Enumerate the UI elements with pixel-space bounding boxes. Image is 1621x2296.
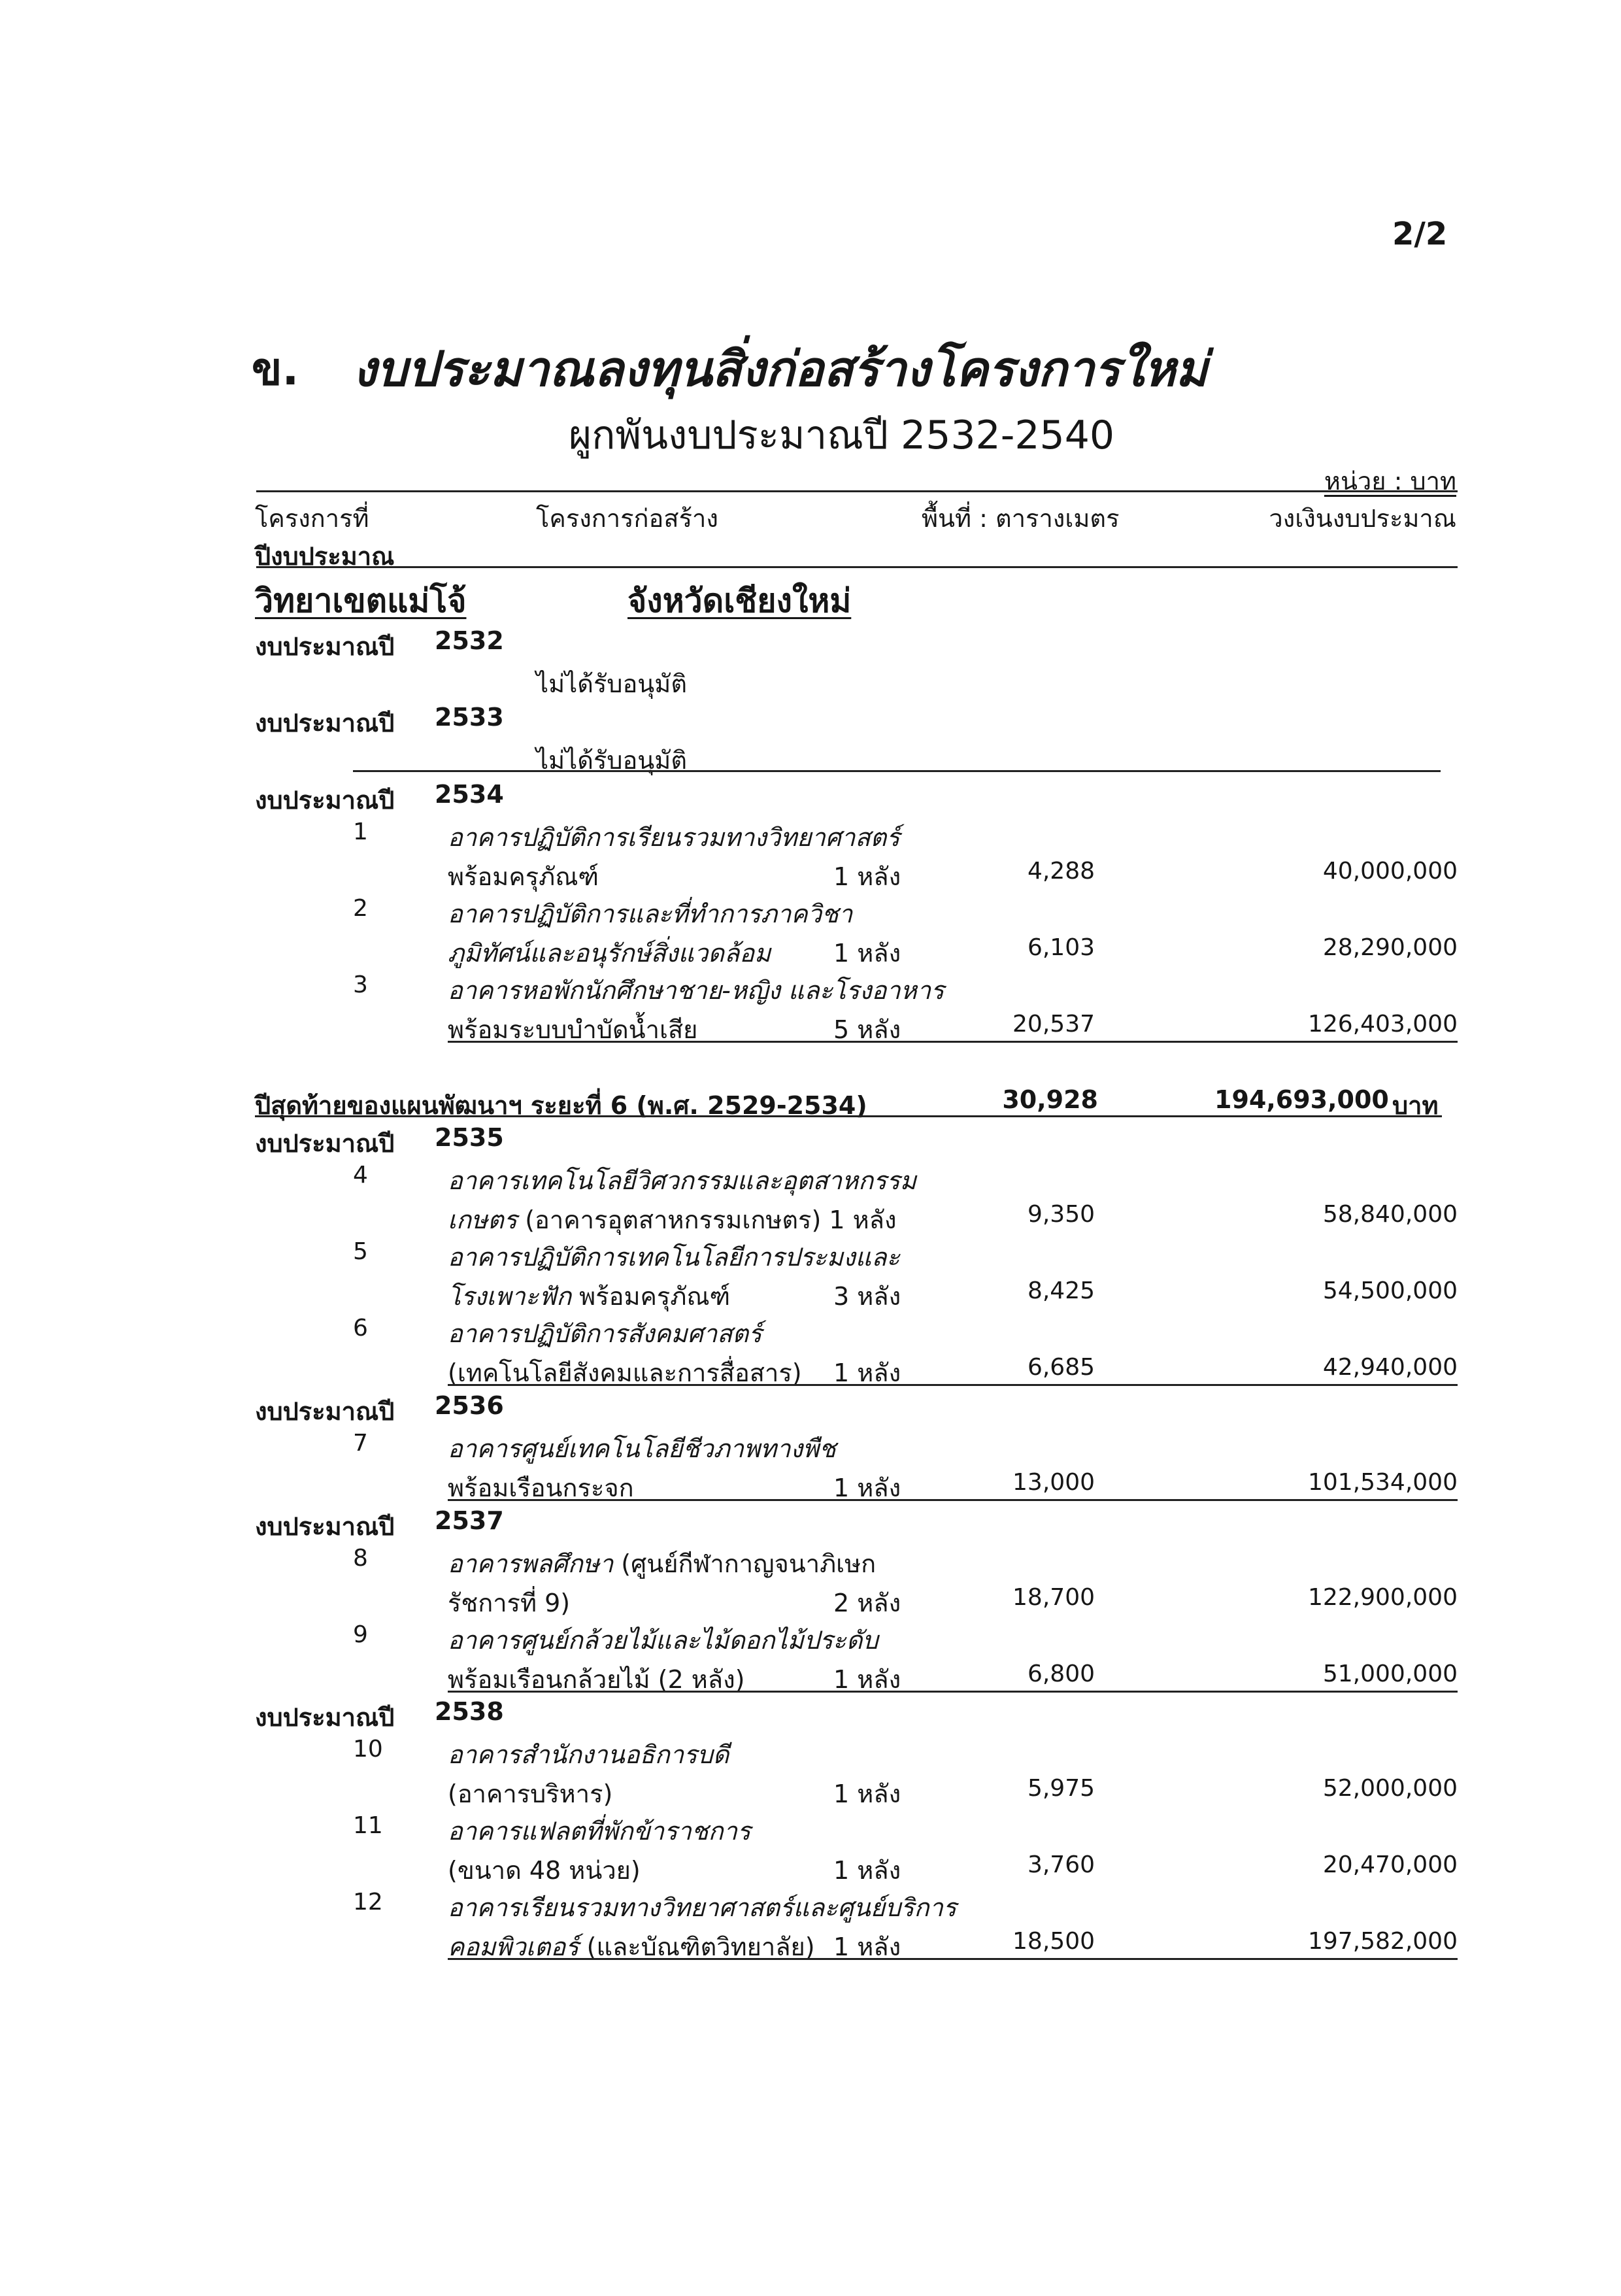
item-budget: 126,403,000 — [1307, 1011, 1458, 1038]
item-name-line2-part2: พร้อมครุภัณฑ์ — [571, 1282, 731, 1311]
item-number: 12 — [353, 1889, 383, 1916]
item-quantity: 1 หลัง — [833, 862, 901, 891]
fiscal-year-label: งบประมาณปี — [255, 709, 395, 737]
item-quantity: 1 หลัง — [833, 1665, 901, 1694]
item-name-line2 — [448, 1927, 815, 1967]
item-name-line1: อาคารเทคโนโลยีวิศวกรรมและอุตสาหกรรม — [448, 1166, 916, 1195]
column-header-fiscal-year: ปีงบประมาณ — [255, 542, 395, 571]
item-name-line1: อาคารปฏิบัติการเรียนรวมทางวิทยาศาสตร์ — [448, 823, 900, 852]
item-quantity: 1 หลัง — [833, 1933, 901, 1961]
fiscal-year-label: งบประมาณปี — [255, 1397, 395, 1426]
item-quantity: 1 หลัง — [833, 1359, 901, 1387]
item-area: 18,700 — [1012, 1584, 1095, 1611]
campus-province: จังหวัดเชียงใหม่ — [627, 582, 852, 620]
fiscal-year-label: งบประมาณปี — [255, 1512, 395, 1541]
item-name-line2: พร้อมเรือนกล้วยไม้ (2 หลัง) — [448, 1665, 745, 1694]
plan-total-rule — [255, 1115, 1442, 1117]
fiscal-year-value: 2533 — [435, 703, 504, 732]
item-number: 6 — [353, 1315, 368, 1342]
column-header-construction: โครงการก่อสร้าง — [536, 504, 718, 533]
item-number: 8 — [353, 1545, 368, 1572]
item-name-line1: อาคารเรียนรวมทางวิทยาศาสตร์และศูนย์บริการ — [448, 1893, 957, 1922]
plan-total-label: ปีสุดท้ายของแผนพัฒนาฯ ระยะที่ 6 (พ.ศ. 2529-2534) — [255, 1091, 867, 1120]
section-rule — [448, 1958, 1458, 1960]
item-area: 6,800 — [1027, 1661, 1095, 1687]
item-name-line2: (ขนาด 48 หน่วย) — [448, 1856, 641, 1885]
item-quantity: 3 หลัง — [833, 1282, 901, 1311]
item-number: 3 — [353, 971, 368, 998]
item-name-line1: อาคารปฏิบัติการสังคมศาสตร์ — [448, 1319, 762, 1348]
unit-label: หน่วย : บาท — [1324, 467, 1456, 496]
item-quantity: 2 หลัง — [833, 1589, 901, 1617]
item-name-line1: อาคารศูนย์กล้วยไม้และไม้ดอกไม้ประดับ — [448, 1626, 878, 1655]
item-name-line1: อาคารปฏิบัติการและที่ทำการภาควิชา — [448, 900, 853, 928]
item-name-line2-part2: (และบัณฑิตวิทยาลัย) — [578, 1933, 815, 1961]
not-approved-note: ไม่ได้รับอนุมัติ — [536, 669, 688, 698]
item-number: 10 — [353, 1736, 383, 1763]
section-rule — [448, 1691, 1458, 1693]
item-budget: 101,534,000 — [1307, 1469, 1458, 1496]
item-budget: 51,000,000 — [1322, 1661, 1458, 1687]
section-rule — [448, 1384, 1458, 1386]
campus-name: วิทยาเขตแม่โจ้ — [255, 582, 467, 620]
item-name-line2 — [448, 1276, 730, 1316]
item-number: 7 — [353, 1430, 368, 1457]
fiscal-year-value: 2535 — [435, 1123, 504, 1152]
fiscal-year-label: งบประมาณปี — [255, 1129, 395, 1158]
item-name-line2: พร้อมระบบบำบัดน้ำเสีย — [448, 1015, 698, 1044]
item-budget: 54,500,000 — [1322, 1277, 1458, 1304]
plan-total-area: 30,928 — [1002, 1085, 1098, 1114]
item-area: 6,103 — [1027, 934, 1095, 961]
header-rule-bottom — [256, 566, 1458, 568]
item-name-line1: อาคารสำนักงานอธิการบดี — [448, 1740, 729, 1769]
item-quantity: 1 หลัง — [833, 1474, 901, 1502]
item-quantity: 5 หลัง — [833, 1015, 901, 1044]
fiscal-year-value: 2537 — [435, 1506, 504, 1535]
item-area: 3,760 — [1027, 1851, 1095, 1878]
page-title: งบประมาณลงทุนสิ่งก่อสร้างโครงการใหม่ — [353, 341, 1208, 397]
item-budget: 40,000,000 — [1322, 858, 1458, 885]
header-rule-top — [256, 490, 1458, 492]
item-name-line2: ภูมิทัศน์และอนุรักษ์สิ่งแวดล้อม — [448, 939, 771, 968]
item-budget: 52,000,000 — [1322, 1775, 1458, 1802]
item-budget: 28,290,000 — [1322, 934, 1458, 961]
plan-total-currency: บาท — [1392, 1091, 1439, 1120]
plan-total-budget: 194,693,000 — [1214, 1085, 1389, 1114]
fiscal-year-label: งบประมาณปี — [255, 786, 395, 815]
fiscal-year-value: 2534 — [435, 780, 504, 809]
item-name-line2: พร้อมเรือนกระจก — [448, 1474, 634, 1502]
item-name-line2: (อาคารบริหาร) — [448, 1780, 613, 1808]
item-budget: 42,940,000 — [1322, 1354, 1458, 1381]
item-name-line2-part1: เกษตร — [448, 1206, 518, 1234]
item-name-line1: อาคารแฟลตที่พักข้าราชการ — [448, 1817, 751, 1846]
item-number: 11 — [353, 1812, 383, 1839]
section-rule — [353, 770, 1441, 772]
item-name-line2: (เทคโนโลยีสังคมและการสื่อสาร) — [448, 1359, 802, 1387]
item-quantity: 1 หลัง — [833, 1856, 901, 1885]
item-area: 5,975 — [1027, 1775, 1095, 1802]
item-name-line2-part1: คอมพิวเตอร์ — [448, 1933, 579, 1961]
item-name-line1: อาคารหอพักนักศึกษาชาย-หญิง และโรงอาหาร — [448, 976, 944, 1005]
item-budget: 122,900,000 — [1307, 1584, 1458, 1611]
item-budget: 58,840,000 — [1322, 1201, 1458, 1228]
item-area: 4,288 — [1027, 858, 1095, 885]
item-area: 8,425 — [1027, 1277, 1095, 1304]
item-quantity: 1 หลัง — [833, 1780, 901, 1808]
item-name-line1: อาคารปฏิบัติการเทคโนโลยีการประมงและ — [448, 1243, 900, 1272]
item-name-line1-part1: อาคารพลศึกษา — [448, 1549, 614, 1578]
item-name-line1-part2: (ศูนย์กีฬากาญจนาภิเษก — [613, 1549, 877, 1578]
fiscal-year-value: 2538 — [435, 1697, 504, 1726]
item-name-line2: พร้อมครุภัณฑ์ — [448, 862, 599, 891]
item-name-line1 — [448, 1544, 876, 1583]
item-name-line1: อาคารศูนย์เทคโนโลยีชีวภาพทางพืช — [448, 1434, 836, 1463]
item-number: 5 — [353, 1238, 368, 1265]
item-number: 2 — [353, 895, 368, 922]
item-name-line2-part2: (อาคารอุตสาหกรรมเกษตร) 1 หลัง — [517, 1206, 897, 1234]
page-number: 2/2 — [1392, 216, 1448, 252]
section-letter: ข. — [252, 344, 299, 396]
not-approved-note: ไม่ได้รับอนุมัติ — [536, 746, 688, 775]
item-budget: 20,470,000 — [1322, 1851, 1458, 1878]
fiscal-year-value: 2536 — [435, 1391, 504, 1420]
item-area: 13,000 — [1012, 1469, 1095, 1496]
item-area: 9,350 — [1027, 1201, 1095, 1228]
item-budget: 197,582,000 — [1307, 1928, 1458, 1955]
item-area: 18,500 — [1012, 1928, 1095, 1955]
fiscal-year-value: 2532 — [435, 626, 504, 655]
column-header-budget: วงเงินงบประมาณ — [1269, 504, 1456, 533]
fiscal-year-label: งบประมาณปี — [255, 1703, 395, 1732]
item-quantity: 1 หลัง — [833, 939, 901, 968]
item-name-line2: รัชการที่ 9) — [448, 1589, 571, 1617]
item-name-line2 — [448, 1200, 897, 1240]
item-number: 4 — [353, 1162, 368, 1189]
item-number: 9 — [353, 1621, 368, 1648]
column-header-area: พื้นที่ : ตารางเมตร — [922, 504, 1120, 533]
section-rule — [448, 1499, 1458, 1501]
section-rule — [448, 1041, 1458, 1043]
item-area: 20,537 — [1012, 1011, 1095, 1038]
item-name-line2-part1: โรงเพาะฟัก — [448, 1282, 572, 1311]
item-area: 6,685 — [1027, 1354, 1095, 1381]
item-number: 1 — [353, 819, 368, 845]
fiscal-year-label: งบประมาณปี — [255, 632, 395, 661]
page-subtitle: ผูกพันงบประมาณปี 2532-2540 — [569, 413, 1115, 458]
column-header-project-no: โครงการที่ — [255, 504, 369, 533]
